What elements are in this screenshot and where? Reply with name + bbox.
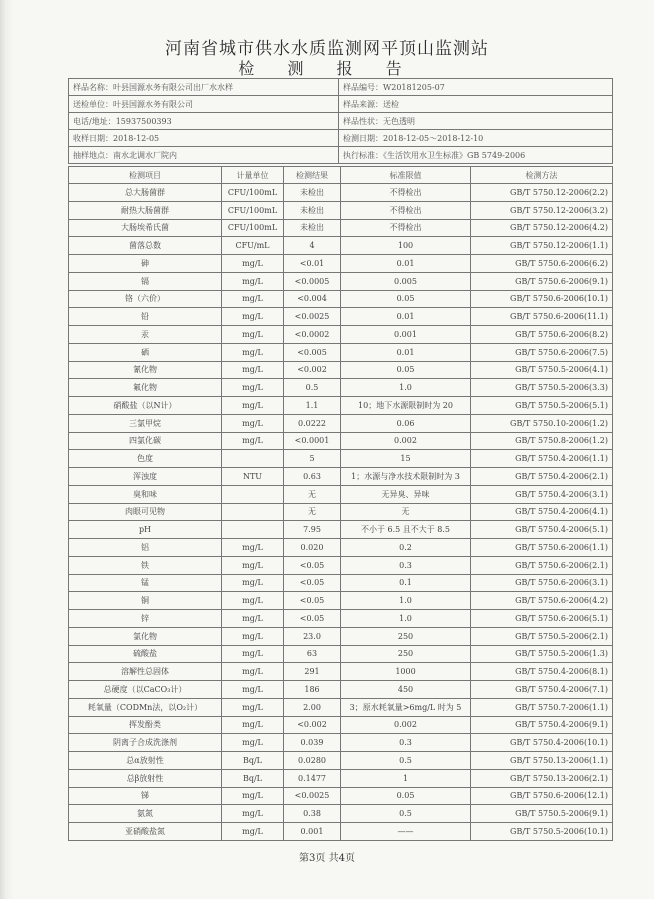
cell-item: 三氯甲烷 (69, 414, 222, 432)
location-label: 抽样地点： (73, 150, 113, 160)
cell-limit: 1；水源与净水技术限制时为 3 (341, 468, 471, 486)
table-row (69, 503, 613, 521)
cell-result: 未检出 (284, 219, 341, 237)
cell-limit: 0.05 (341, 787, 471, 805)
cell-method: GB/T 5750.6-2006(6.2) (471, 255, 613, 273)
cell-unit: mg/L (222, 681, 284, 699)
table-row (69, 485, 613, 503)
table-row (69, 610, 613, 628)
recv-date-cell (69, 130, 339, 147)
cell-result: 0.020 (284, 539, 341, 557)
header-item: 检测项目 (69, 167, 222, 184)
cell-result: 23.0 (284, 627, 341, 645)
cell-item: 四氯化碳 (69, 432, 222, 450)
table-row (69, 823, 613, 841)
cell-limit: 1.0 (341, 379, 471, 397)
table-row (69, 219, 613, 237)
cell-unit: mg/L (222, 823, 284, 841)
test-date-cell (339, 130, 613, 147)
table-row (69, 716, 613, 734)
sample-name-cell (69, 79, 339, 96)
sample-no-value: W20181205-07 (383, 82, 445, 92)
cell-limit: 0.01 (341, 308, 471, 326)
cell-limit: 1.0 (341, 592, 471, 610)
cell-method: GB/T 5750.5-2006(9.1) (471, 805, 613, 823)
table-row (69, 361, 613, 379)
cell-limit: 0.01 (341, 343, 471, 361)
cell-method: GB/T 5750.4-2006(5.1) (471, 521, 613, 539)
header-result: 检测结果 (284, 167, 341, 184)
cell-result: <0.05 (284, 592, 341, 610)
table-row (69, 184, 613, 202)
cell-unit: CFU/mL (222, 237, 284, 255)
cell-limit: 0.3 (341, 734, 471, 752)
table-row (69, 521, 613, 539)
cell-limit: 1 (341, 769, 471, 787)
table-row (69, 663, 613, 681)
cell-method: GB/T 5750.4-2006(4.1) (471, 503, 613, 521)
table-row (69, 379, 613, 397)
cell-unit: Bq/L (222, 752, 284, 770)
table-row (69, 272, 613, 290)
cell-unit: mg/L (222, 361, 284, 379)
cell-limit: 0.5 (341, 805, 471, 823)
cell-item: 耐热大肠菌群 (69, 201, 222, 219)
cell-limit: 不得检出 (341, 201, 471, 219)
sender-value: 叶县国源水务有限公司 (113, 99, 193, 109)
table-row (69, 734, 613, 752)
cell-method: GB/T 5750.4-2006(8.1) (471, 663, 613, 681)
table-row (69, 627, 613, 645)
cell-unit: mg/L (222, 397, 284, 415)
table-row (69, 201, 613, 219)
cell-unit: mg/L (222, 326, 284, 344)
cell-item: 阴离子合成洗涤剂 (69, 734, 222, 752)
table-row (69, 308, 613, 326)
cell-result: 无 (284, 503, 341, 521)
sample-name-label: 样品名称： (73, 82, 113, 92)
cell-limit: 250 (341, 645, 471, 663)
cell-result: <0.05 (284, 610, 341, 628)
cell-limit: 3；原水耗氧量>6mg/L 时为 5 (341, 698, 471, 716)
cell-limit: 0.05 (341, 290, 471, 308)
cell-method: GB/T 5750.13-2006(2.1) (471, 769, 613, 787)
table-row (69, 468, 613, 486)
cell-unit: mg/L (222, 645, 284, 663)
cell-unit (222, 485, 284, 503)
cell-limit: 无异臭、异味 (341, 485, 471, 503)
cell-result: 63 (284, 645, 341, 663)
cell-method: GB/T 5750.6-2006(9.1) (471, 272, 613, 290)
cell-method: GB/T 5750.5-2006(5.1) (471, 397, 613, 415)
cell-result: 0.1477 (284, 769, 341, 787)
cell-limit: 0.002 (341, 432, 471, 450)
cell-method: GB/T 5750.6-2006(4.2) (471, 592, 613, 610)
cell-result: <0.005 (284, 343, 341, 361)
cell-item: 镉 (69, 272, 222, 290)
results-header-row (69, 167, 613, 184)
cell-result: <0.0025 (284, 308, 341, 326)
cell-result: 0.0222 (284, 414, 341, 432)
sample-info-table (68, 78, 613, 164)
table-row (69, 681, 613, 699)
cell-unit: CFU/100mL (222, 201, 284, 219)
cell-method: GB/T 5750.4-2006(2.1) (471, 468, 613, 486)
standard-value: 《生活饮用水卫生标准》GB 5749-2006 (383, 150, 526, 160)
cell-unit: mg/L (222, 272, 284, 290)
cell-limit: 0.1 (341, 574, 471, 592)
location-cell (69, 147, 339, 164)
cell-item: 氟化物 (69, 379, 222, 397)
cell-result: 186 (284, 681, 341, 699)
results-table (68, 166, 613, 841)
cell-item: 总β放射性 (69, 769, 222, 787)
cell-unit: CFU/100mL (222, 219, 284, 237)
cell-limit: 0.05 (341, 361, 471, 379)
cell-method: GB/T 5750.12-2006(2.2) (471, 184, 613, 202)
cell-result: <0.0025 (284, 787, 341, 805)
header-method: 检测方法 (471, 167, 613, 184)
cell-item: 锌 (69, 610, 222, 628)
cell-result: <0.05 (284, 574, 341, 592)
cell-item: 氨氮 (69, 805, 222, 823)
cell-result: <0.0005 (284, 272, 341, 290)
cell-result: <0.05 (284, 556, 341, 574)
cell-result: 0.001 (284, 823, 341, 841)
sample-no-cell (339, 79, 613, 96)
cell-limit: 1.0 (341, 610, 471, 628)
cell-result: 未检出 (284, 201, 341, 219)
cell-item: 硫酸盐 (69, 645, 222, 663)
cell-result: 7.95 (284, 521, 341, 539)
table-row (69, 450, 613, 468)
cell-unit: mg/L (222, 574, 284, 592)
cell-item: 浑浊度 (69, 468, 222, 486)
cell-result: 0.5 (284, 379, 341, 397)
cell-method: GB/T 5750.7-2006(1.1) (471, 698, 613, 716)
cell-result: <0.002 (284, 716, 341, 734)
cell-unit: mg/L (222, 663, 284, 681)
cell-result: <0.004 (284, 290, 341, 308)
cell-method: GB/T 5750.12-2006(1.1) (471, 237, 613, 255)
cell-result: 0.0280 (284, 752, 341, 770)
cell-unit: mg/L (222, 610, 284, 628)
table-row (69, 769, 613, 787)
cell-method: GB/T 5750.4-2006(10.1) (471, 734, 613, 752)
cell-method: GB/T 5750.4-2006(1.1) (471, 450, 613, 468)
cell-item: 总大肠菌群 (69, 184, 222, 202)
cell-item: 砷 (69, 255, 222, 273)
sender-cell (69, 96, 339, 113)
cell-method: GB/T 5750.6-2006(11.1) (471, 308, 613, 326)
cell-item: 肉眼可见物 (69, 503, 222, 521)
cell-method: GB/T 5750.5-2006(3.3) (471, 379, 613, 397)
sample-no-label: 样品编号： (343, 82, 383, 92)
cell-method: GB/T 5750.6-2006(2.1) (471, 556, 613, 574)
nature-label: 样品性状： (343, 116, 383, 126)
cell-limit: 0.3 (341, 556, 471, 574)
table-row (69, 787, 613, 805)
standard-cell (339, 147, 613, 164)
cell-unit (222, 521, 284, 539)
table-row (69, 290, 613, 308)
cell-unit (222, 450, 284, 468)
cell-item: 铅 (69, 308, 222, 326)
cell-item: 锰 (69, 574, 222, 592)
phone-value: 15937500393 (115, 116, 172, 126)
cell-limit: 15 (341, 450, 471, 468)
cell-limit: 不得检出 (341, 219, 471, 237)
cell-method: GB/T 5750.6-2006(7.5) (471, 343, 613, 361)
table-row (69, 805, 613, 823)
cell-unit: mg/L (222, 414, 284, 432)
table-row (69, 414, 613, 432)
cell-method: GB/T 5750.8-2006(1.2) (471, 432, 613, 450)
cell-item: 耗氧量（CODMn法，以O₂计） (69, 698, 222, 716)
table-row (69, 397, 613, 415)
cell-item: 溶解性总固体 (69, 663, 222, 681)
cell-method: GB/T 5750.4-2006(7.1) (471, 681, 613, 699)
cell-limit: 不得检出 (341, 184, 471, 202)
cell-limit: 450 (341, 681, 471, 699)
table-row (69, 645, 613, 663)
page-number: 第3页 共4页 (299, 853, 355, 864)
table-row (69, 752, 613, 770)
cell-unit: CFU/100mL (222, 184, 284, 202)
cell-limit: 不小于 6.5 且不大于 8.5 (341, 521, 471, 539)
cell-item: 挥发酚类 (69, 716, 222, 734)
cell-result: <0.002 (284, 361, 341, 379)
phone-label: 电话/地址： (73, 116, 116, 126)
station-title: 河南省城市供水水质监测网平顶山监测站 (165, 39, 489, 59)
cell-item: 硒 (69, 343, 222, 361)
cell-unit: mg/L (222, 308, 284, 326)
cell-result: <0.0001 (284, 432, 341, 450)
recv-date-label: 收样日期： (73, 133, 113, 143)
cell-method: GB/T 5750.10-2006(1.2) (471, 414, 613, 432)
cell-limit: 0.005 (341, 272, 471, 290)
cell-item: 总硬度（以CaCO₃计） (69, 681, 222, 699)
table-row (69, 343, 613, 361)
sample-name-value: 叶县国源水务有限公司出厂水水样 (113, 82, 233, 92)
cell-item: 铝 (69, 539, 222, 557)
cell-limit: 0.2 (341, 539, 471, 557)
report-title: 检 测 报 告 (238, 59, 416, 78)
table-row (69, 326, 613, 344)
cell-limit: 0.001 (341, 326, 471, 344)
cell-method: GB/T 5750.12-2006(3.2) (471, 201, 613, 219)
cell-unit: mg/L (222, 627, 284, 645)
table-row (69, 432, 613, 450)
cell-item: 铜 (69, 592, 222, 610)
cell-method: GB/T 5750.6-2006(12.1) (471, 787, 613, 805)
cell-result: <0.0002 (284, 326, 341, 344)
cell-limit: 0.002 (341, 716, 471, 734)
cell-unit: mg/L (222, 805, 284, 823)
cell-result: 0.63 (284, 468, 341, 486)
cell-limit: 0.06 (341, 414, 471, 432)
cell-unit: mg/L (222, 592, 284, 610)
table-row (69, 592, 613, 610)
cell-item: 铁 (69, 556, 222, 574)
cell-unit: mg/L (222, 556, 284, 574)
cell-method: GB/T 5750.5-2006(10.1) (471, 823, 613, 841)
cell-item: 铬（六价） (69, 290, 222, 308)
cell-unit: mg/L (222, 716, 284, 734)
table-row (69, 698, 613, 716)
cell-item: pH (69, 521, 222, 539)
cell-item: 总α放射性 (69, 752, 222, 770)
cell-result: 2.00 (284, 698, 341, 716)
cell-unit: mg/L (222, 698, 284, 716)
header-unit: 计量单位 (222, 167, 284, 184)
phone-cell (69, 113, 339, 130)
cell-item: 氯化物 (69, 627, 222, 645)
cell-unit: mg/L (222, 343, 284, 361)
cell-result: 无 (284, 485, 341, 503)
table-row (69, 255, 613, 273)
cell-unit: mg/L (222, 379, 284, 397)
cell-limit: 0.5 (341, 752, 471, 770)
cell-method: GB/T 5750.5-2006(4.1) (471, 361, 613, 379)
cell-unit: mg/L (222, 432, 284, 450)
cell-result: 0.039 (284, 734, 341, 752)
cell-method: GB/T 5750.6-2006(3.1) (471, 574, 613, 592)
cell-result: 4 (284, 237, 341, 255)
cell-limit: 250 (341, 627, 471, 645)
header-limit: 标准限值 (341, 167, 471, 184)
cell-method: GB/T 5750.4-2006(9.1) (471, 716, 613, 734)
table-row (69, 556, 613, 574)
standard-label: 执行标准： (343, 150, 383, 160)
cell-unit: NTU (222, 468, 284, 486)
cell-method: GB/T 5750.6-2006(5.1) (471, 610, 613, 628)
table-row (69, 237, 613, 255)
location-value: 南水北调水厂院内 (113, 150, 177, 160)
test-date-value: 2018-12-05～2018-12-10 (383, 133, 484, 143)
cell-result: 291 (284, 663, 341, 681)
cell-limit: 100 (341, 237, 471, 255)
cell-unit: Bq/L (222, 769, 284, 787)
cell-limit: 10；地下水源限制时为 20 (341, 397, 471, 415)
cell-method: GB/T 5750.6-2006(8.2) (471, 326, 613, 344)
cell-limit: 1000 (341, 663, 471, 681)
source-value: 送检 (383, 99, 399, 109)
cell-result: 1.1 (284, 397, 341, 415)
cell-item: 菌落总数 (69, 237, 222, 255)
cell-unit: mg/L (222, 539, 284, 557)
nature-cell (339, 113, 613, 130)
sender-label: 送检单位： (73, 99, 113, 109)
cell-result: 0.38 (284, 805, 341, 823)
cell-item: 锑 (69, 787, 222, 805)
cell-unit: mg/L (222, 290, 284, 308)
nature-value: 无色透明 (383, 116, 415, 126)
cell-item: 大肠埃希氏菌 (69, 219, 222, 237)
cell-unit: mg/L (222, 255, 284, 273)
cell-item: 硝酸盐（以N计） (69, 397, 222, 415)
recv-date-value: 2018-12-05 (113, 133, 160, 143)
source-cell (339, 96, 613, 113)
cell-limit: 无 (341, 503, 471, 521)
table-row (69, 539, 613, 557)
cell-result: <0.01 (284, 255, 341, 273)
cell-limit: —— (341, 823, 471, 841)
cell-method: GB/T 5750.5-2006(2.1) (471, 627, 613, 645)
cell-unit: mg/L (222, 787, 284, 805)
cell-limit: 0.01 (341, 255, 471, 273)
cell-method: GB/T 5750.6-2006(1.1) (471, 539, 613, 557)
table-row (69, 574, 613, 592)
cell-method: GB/T 5750.5-2006(1.3) (471, 645, 613, 663)
cell-method: GB/T 5750.13-2006(1.1) (471, 752, 613, 770)
cell-method: GB/T 5750.6-2006(10.1) (471, 290, 613, 308)
cell-method: GB/T 5750.12-2006(4.2) (471, 219, 613, 237)
cell-item: 色度 (69, 450, 222, 468)
cell-item: 氰化物 (69, 361, 222, 379)
cell-method: GB/T 5750.4-2006(3.1) (471, 485, 613, 503)
cell-item: 汞 (69, 326, 222, 344)
test-date-label: 检测日期： (343, 133, 383, 143)
cell-result: 未检出 (284, 184, 341, 202)
cell-item: 臭和味 (69, 485, 222, 503)
cell-result: 5 (284, 450, 341, 468)
cell-unit (222, 503, 284, 521)
cell-item: 亚硝酸盐氮 (69, 823, 222, 841)
cell-unit: mg/L (222, 734, 284, 752)
source-label: 样品来源： (343, 99, 383, 109)
